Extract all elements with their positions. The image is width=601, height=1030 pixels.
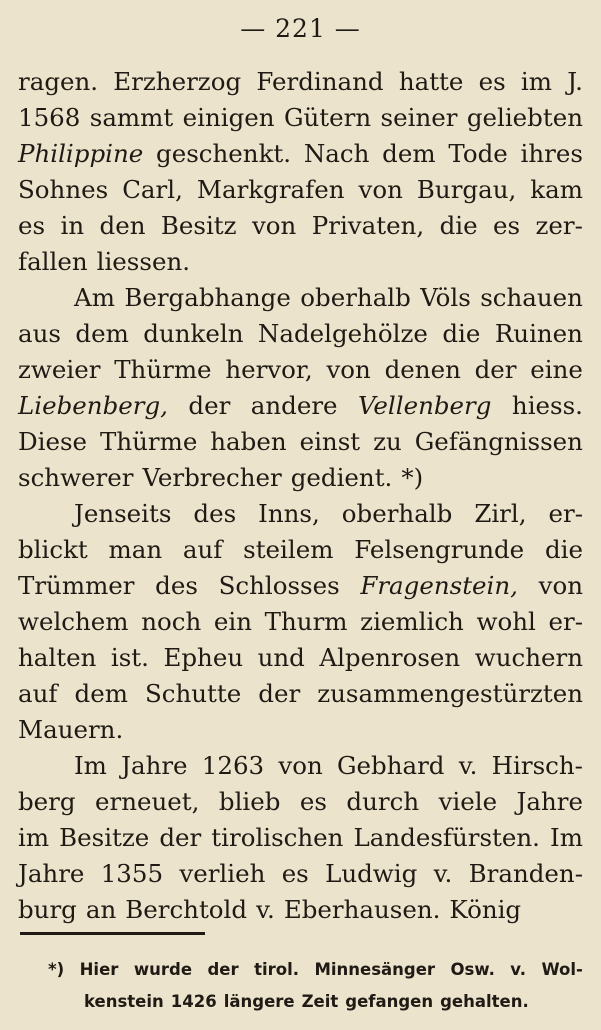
word: schwerer [18, 463, 134, 492]
word: Jahre [121, 751, 188, 780]
word: Ferdinand [256, 67, 384, 96]
word: 1263 [201, 751, 265, 780]
text-line [18, 244, 583, 280]
word: ein [213, 607, 253, 636]
word: Ruinen [494, 319, 583, 348]
word: zu [373, 427, 402, 456]
word: es [281, 859, 309, 888]
word: dem [75, 319, 129, 348]
word: Im [550, 823, 583, 852]
text-line [18, 676, 583, 712]
text-line [18, 748, 583, 784]
word: Diese [18, 427, 88, 456]
word: oberhalb [300, 283, 411, 312]
text-line [18, 892, 583, 928]
word: Gebhard [336, 751, 445, 780]
word: v. [256, 895, 275, 924]
word: Gefängnissen [414, 427, 583, 456]
word: Trümmer [18, 571, 135, 600]
text-line [18, 532, 583, 568]
word: liessen. [96, 247, 191, 276]
word: Alpenrosen [319, 643, 461, 672]
word: Vellenberg [357, 391, 492, 420]
word: Branden- [468, 859, 583, 888]
word: Nach [303, 139, 370, 168]
word: hervor, [225, 355, 313, 384]
word: Nadelgehölze [257, 319, 428, 348]
text-line [18, 568, 583, 604]
word: durch [346, 787, 420, 816]
word: einst [299, 427, 361, 456]
word: Schutte [144, 679, 242, 708]
word: Liebenberg, [18, 391, 168, 420]
text-line [18, 712, 583, 748]
text-line [18, 280, 583, 316]
word: zusammengestürzten [317, 679, 583, 708]
word: längere [223, 992, 295, 1011]
word: blickt [18, 535, 88, 564]
word: Minnesänger [314, 960, 436, 979]
word: gehalten. [440, 992, 529, 1011]
word: *) [401, 463, 424, 492]
word: wuchern [474, 643, 583, 672]
word: Gütern [283, 103, 372, 132]
word: kenstein [84, 992, 164, 1011]
word: Inns, [258, 499, 320, 528]
word: Völs [420, 283, 471, 312]
text-line [18, 496, 583, 532]
word: gefangen [345, 992, 434, 1011]
text-line [18, 856, 583, 892]
word: die [544, 535, 583, 564]
word: Felsengrunde [354, 535, 525, 564]
word: 1355 [100, 859, 164, 888]
word: ziemlich [360, 607, 464, 636]
word: schauen [480, 283, 583, 312]
word: man [108, 535, 163, 564]
word: seiner [380, 103, 458, 132]
word: von [278, 751, 323, 780]
word: der [188, 391, 231, 420]
footnote [20, 954, 583, 1018]
word: von [538, 571, 583, 600]
word: hatte [398, 67, 464, 96]
word: Carl, [122, 175, 183, 204]
body-text [18, 64, 583, 928]
word: Jahre [516, 787, 583, 816]
word: ragen. [18, 67, 99, 96]
word: der [207, 960, 239, 979]
word: wohl [476, 607, 536, 636]
word: welchem [18, 607, 129, 636]
word: König [449, 895, 522, 924]
word: geschenkt. [156, 139, 292, 168]
text-line [18, 604, 583, 640]
word: haben [210, 427, 287, 456]
word: zweier [18, 355, 101, 384]
word: berg [18, 787, 76, 816]
word: Thurm [264, 607, 348, 636]
word: es [299, 787, 327, 816]
word: des [155, 571, 198, 600]
word: Im [74, 751, 107, 780]
word: oberhalb [341, 499, 453, 528]
text-line [18, 316, 583, 352]
word: Zirl, [474, 499, 527, 528]
word: erneuet, [95, 787, 200, 816]
word: v. [458, 751, 478, 780]
word: im [520, 67, 552, 96]
word: Landesfürsten. [353, 823, 540, 852]
word: Osw. [450, 960, 495, 979]
word: im [18, 823, 50, 852]
word: dem [74, 679, 128, 708]
word: die [442, 319, 481, 348]
word: Tode [448, 139, 508, 168]
word: sammt [89, 103, 174, 132]
word: von [358, 175, 403, 204]
text-line [18, 352, 583, 388]
word: andere [250, 391, 338, 420]
footnote-line [20, 954, 583, 986]
word: von [251, 211, 297, 240]
word: verlieh [179, 859, 266, 888]
word: er- [548, 499, 583, 528]
word: es [18, 211, 46, 240]
word: an [85, 895, 117, 924]
word: Sohnes [18, 175, 109, 204]
word: auf [18, 679, 58, 708]
word: blieb [218, 787, 281, 816]
word: halten [18, 643, 97, 672]
text-line [18, 424, 583, 460]
word: es [478, 67, 506, 96]
word: der [159, 823, 202, 852]
footnote-rule [20, 932, 205, 935]
text-line [18, 640, 583, 676]
text-line [18, 64, 583, 100]
text-line [18, 820, 583, 856]
page-number-header: — 221 — [240, 14, 361, 43]
word: hiess. [511, 391, 583, 420]
word: dem [382, 139, 436, 168]
text-line [18, 784, 583, 820]
word: Thürme [100, 427, 198, 456]
word: burg [18, 895, 77, 924]
word: kam [530, 175, 583, 204]
text-line [18, 172, 583, 208]
word: 1426 [170, 992, 217, 1011]
text-line [18, 388, 583, 424]
word: tirolischen [211, 823, 344, 852]
word: Epheu [163, 643, 244, 672]
word: Mauern. [18, 715, 124, 744]
word: ist. [110, 643, 149, 672]
word: Jahre [18, 859, 85, 888]
word: Hier [79, 960, 119, 979]
word: gedient. [290, 463, 393, 492]
word: Ludwig [325, 859, 418, 888]
word: Berchtold [125, 895, 248, 924]
word: Schlosses [218, 571, 340, 600]
word: Fragenstein, [360, 571, 518, 600]
word: geliebten [466, 103, 583, 132]
word: Besitz [160, 211, 237, 240]
word: Verbrecher [142, 463, 282, 492]
word: Burgau, [416, 175, 517, 204]
word: Hirsch- [491, 751, 583, 780]
word: Erzherzog [113, 67, 242, 96]
text-line [18, 460, 583, 496]
word: eine [530, 355, 583, 384]
word: v. [510, 960, 526, 979]
word: dunkeln [143, 319, 244, 348]
word: Jenseits [74, 499, 172, 528]
text-line [18, 136, 583, 172]
word: Wol- [541, 960, 583, 979]
word: des [193, 499, 237, 528]
word: den [99, 211, 146, 240]
word: wurde [133, 960, 193, 979]
word: 1568 [18, 103, 81, 132]
word: Bergabhange [124, 283, 291, 312]
word: Markgrafen [196, 175, 345, 204]
footnote-line [20, 986, 583, 1018]
word: der [258, 679, 301, 708]
word: Privaten, [311, 211, 425, 240]
word: es [493, 211, 521, 240]
word: er- [548, 607, 583, 636]
word: auf [182, 535, 223, 564]
word: Zeit [301, 992, 339, 1011]
word: Philippine [18, 139, 144, 168]
word: denen [384, 355, 461, 384]
word: noch [141, 607, 202, 636]
word: v. [433, 859, 453, 888]
word: viele [438, 787, 498, 816]
word: der [474, 355, 517, 384]
word: Am [74, 283, 115, 312]
word: tirol. [254, 960, 300, 979]
word: steilem [243, 535, 334, 564]
word: und [257, 643, 305, 672]
word: aus [18, 319, 61, 348]
word: in [60, 211, 85, 240]
word: zer- [535, 211, 583, 240]
word: Besitze [59, 823, 150, 852]
word: ihres [520, 139, 583, 168]
word: Thürme [114, 355, 212, 384]
word: die [439, 211, 478, 240]
word: einigen [182, 103, 275, 132]
word: Eberhausen. [283, 895, 441, 924]
text-line [18, 100, 583, 136]
word: fallen [18, 247, 88, 276]
word: von [326, 355, 371, 384]
word: *) [48, 960, 65, 979]
text-line [18, 208, 583, 244]
word: J. [567, 67, 583, 96]
